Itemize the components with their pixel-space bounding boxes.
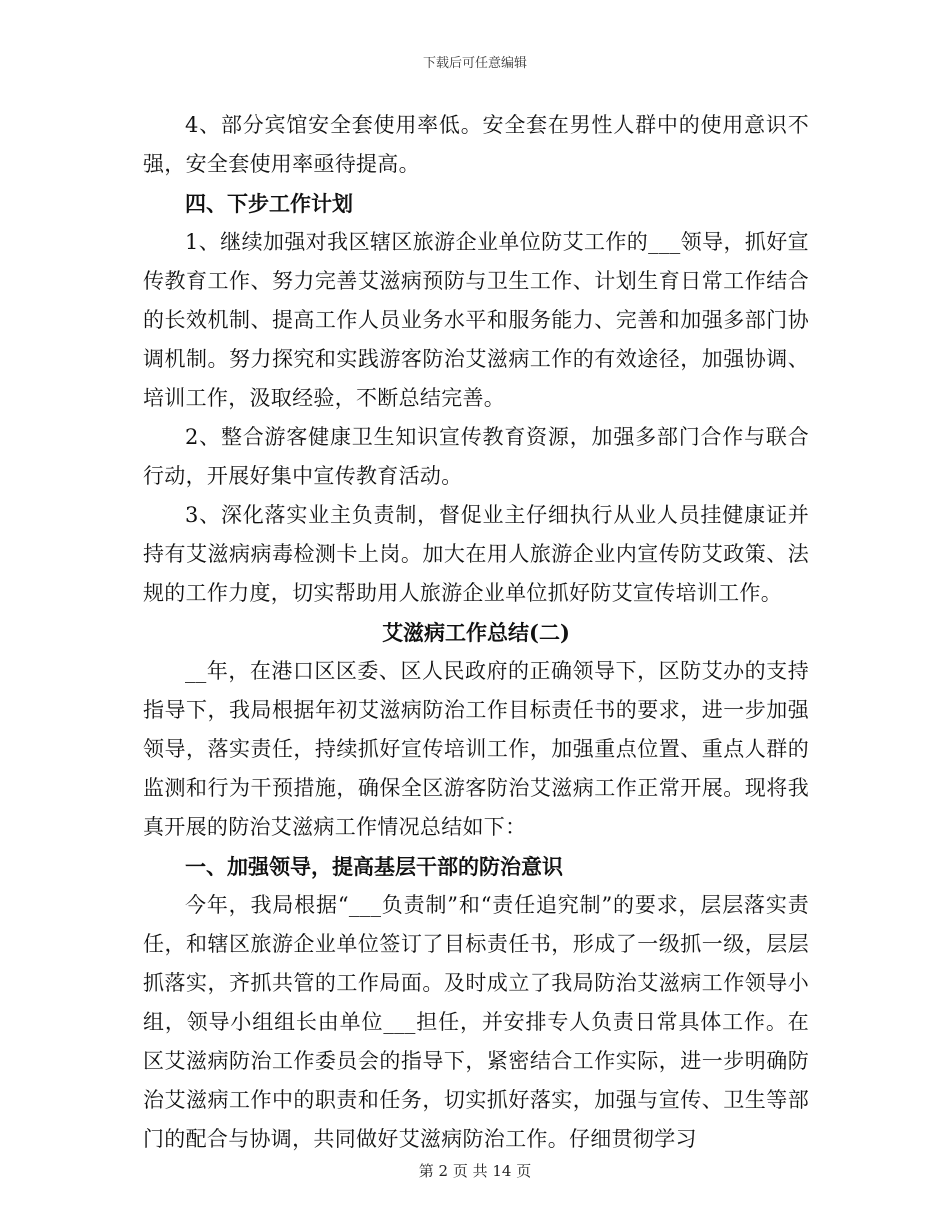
section-heading-next-plan: 四、下步工作计划 xyxy=(185,191,353,216)
document-body xyxy=(143,106,809,1159)
paragraph-plan-3: 3、深化落实业主负责制，督促业主仔细执行从业人员挂健康证并持有艾滋病病毒检测卡上岗。加大在用人旅游企业内宣传防艾政策、法规的工作力度，切实帮助用人旅游企业单位抓好防艾宣传培训工作。 xyxy=(143,503,809,605)
document-section-title: 艾滋病工作总结(二) xyxy=(382,620,570,645)
paragraph-intro: __年，在港口区区委、区人民政府的正确领导下，区防艾办的支持指导下，我局根据年初艾滋病防治工作目标责任书的要求，进一步加强领导，落实责任，持续抓好宣传培训工作，加强重点位置、重点人群的监测和行为干预措施，确保全区游客防治艾滋病工作正常开展。现将我真开展的防治艾滋病工作情况总结如下： xyxy=(143,659,809,839)
paragraph-plan-2: 2、整合游客健康卫生知识宣传教育资源，加强多部门合作与联合行动，开展好集中宣传教育活动。 xyxy=(143,425,809,488)
paragraph-item-4: 4、部分宾馆安全套使用率低。安全套在男性人群中的使用意识不强，安全套使用率亟待提高。 xyxy=(143,113,809,176)
paragraph-plan-1: 1、继续加强对我区辖区旅游企业单位防艾工作的___领导，抓好宣传教育工作、努力完善艾滋病预防与卫生工作、计划生育日常工作结合的长效机制、提高工作人员业务水平和服务能力、完善和加强多部门协调机制。努力探究和实践游客防治艾滋病工作的有效途径，加强协调、培训工作，汲取经验，不断总结完善。 xyxy=(143,230,809,410)
page-header-note: 下载后可任意编辑 xyxy=(422,56,527,71)
paragraph-leadership: 今年，我局根据“___负责制”和“责任追究制”的要求，层层落实责任，和辖区旅游企业单位签订了目标责任书，形成了一级抓一级，层层抓落实，齐抓共管的工作局面。及时成立了我局防治艾滋病工作领导小组，领导小组组长由单位___担任，并安排专人负责日常具体工作。在区艾滋病防治工作委员会的指导下，紧密结合工作实际，进一步明确防治艾滋病工作中的职责和任务，切实抓好落实，加强与宣传、卫生等部门的配合与协调，共同做好艾滋病防治工作。仔细贯彻学习 xyxy=(143,893,809,1151)
section-heading-leadership: 一、加强领导，提高基层干部的防治意识 xyxy=(185,854,563,879)
page-number: 第 2 页 共 14 页 xyxy=(418,1162,532,1180)
